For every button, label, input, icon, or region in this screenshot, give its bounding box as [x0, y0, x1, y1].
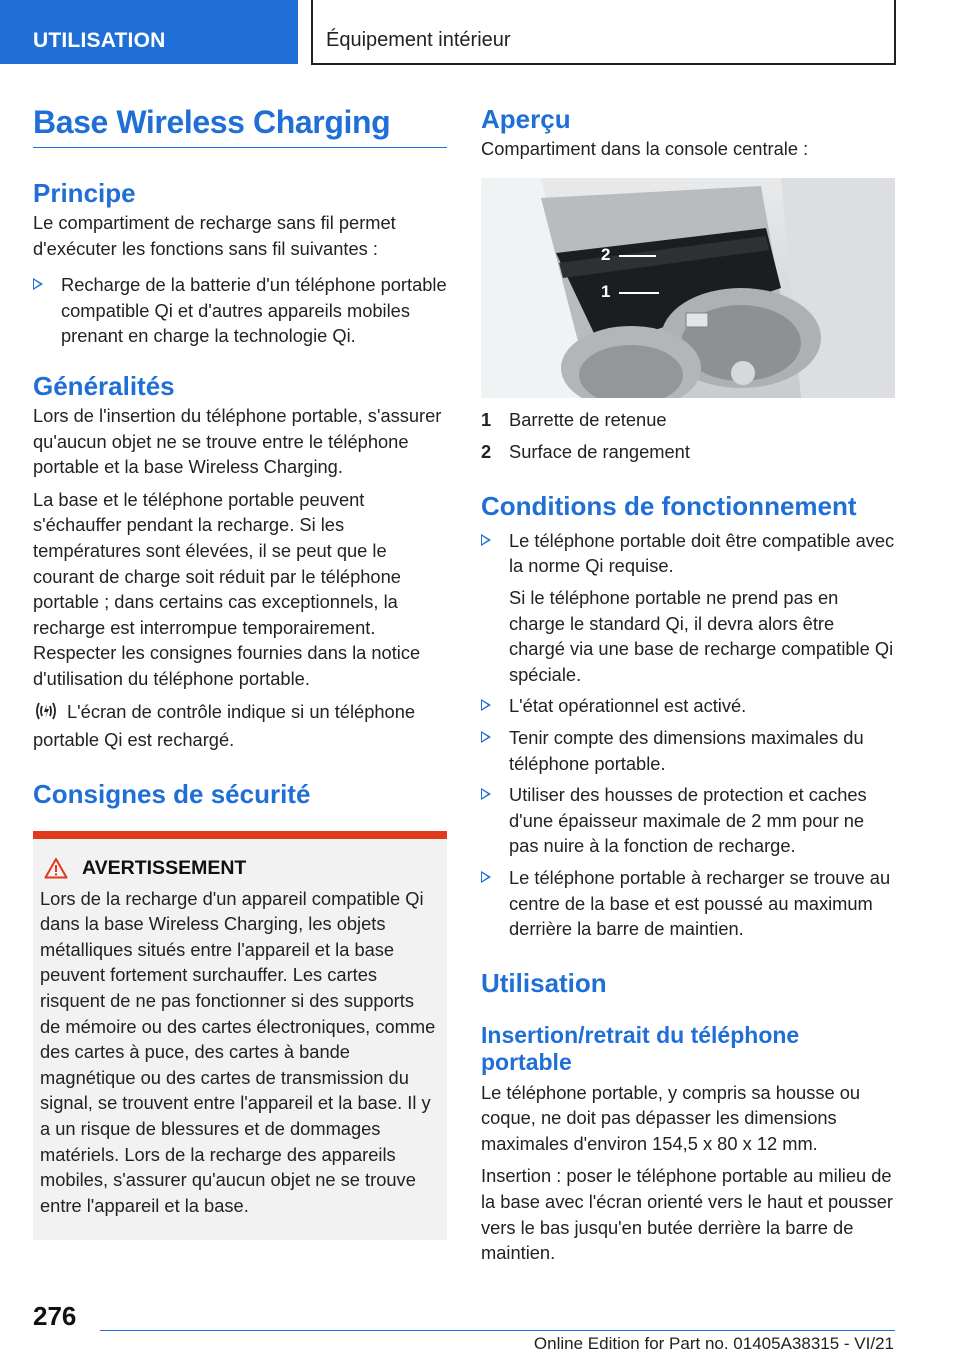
heading-insertion: Insertion/retrait du téléphone portable: [481, 1021, 800, 1075]
heading-apercu: Aperçu: [481, 104, 571, 134]
wireless-charging-icon: [35, 701, 57, 728]
bullet-triangle-icon: [33, 278, 43, 290]
left-column: [33, 100, 447, 1240]
chapter-header: [311, 0, 896, 65]
heading-conditions: Conditions de fonctionnement: [481, 490, 857, 521]
heading-generalites: Généralités: [33, 370, 175, 401]
heading-utilisation: Utilisation: [481, 967, 607, 998]
section-label: UTILISATION: [33, 29, 166, 52]
footer-edition: Online Edition for Part no. 01405A38315 - VI/21: [533, 1334, 894, 1353]
bullet-triangle-icon: [481, 731, 491, 743]
console-photo: [481, 178, 895, 398]
principe-text: Le compartiment de recharge sans fil permet d'exécuter les fonctions sans fil suivantes :: [33, 212, 396, 259]
generalites-p2: La base et le téléphone portable peuvent s'échauffer pendant la recharge. Si les températures sont élevées, il se peut que le courant de charge soit réduit par le téléphone portable ; dans certains cas exceptionnels, la recharge est interrompue temporairement. Respecter les consignes fournies dans la notice d'utilisation du téléphone portable.: [33, 488, 421, 689]
condition-bullet: Le téléphone portable à recharger se trouve au centre de la base et est poussé au maximum derrière la barre de maintien.: [481, 865, 895, 942]
page-number: 276: [33, 1301, 77, 1331]
warning-title: AVERTISSEMENT: [40, 857, 439, 880]
warning-triangle-icon: [44, 857, 68, 879]
right-column: [481, 100, 895, 1266]
bullet-triangle-icon: [481, 534, 491, 546]
photo-legend: [481, 407, 895, 465]
bullet-triangle-icon: [481, 788, 491, 800]
condition-bullet: Le téléphone portable doit être compatible avec la norme Qi requise.: [481, 528, 895, 579]
footer-divider: [100, 1330, 895, 1331]
generalites-p3: L'écran de contrôle indique si un téléphone portable Qi est rechargé.: [33, 700, 416, 751]
bullet-triangle-icon: [481, 699, 491, 711]
section-tab: [0, 0, 298, 64]
callout-2: 2: [601, 244, 611, 264]
legend-item: 2 Surface de rangement: [481, 441, 690, 463]
page-title: Base Wireless Charging: [33, 100, 447, 148]
principe-bullet: Recharge de la batterie d'un téléphone portable compatible Qi et d'autres appareils mobiles prenant en charge la technologie Qi.: [33, 272, 447, 349]
condition-bullet: Tenir compte des dimensions maximales du téléphone portable.: [481, 725, 895, 776]
condition-note: Si le téléphone portable ne prend pas en charge le standard Qi, il devra alors être chargé via une base de recharge compatible Qi spéciale.: [509, 586, 894, 685]
utilisation-p2: Insertion : poser le téléphone portable au milieu de la base avec l'écran orienté vers le haut et pousser vers le bas jusqu'en butée derrière la barre de maintien.: [481, 1165, 894, 1264]
apercu-text: Compartiment dans la console centrale :: [481, 138, 809, 159]
heading-principe: Principe: [33, 178, 136, 208]
utilisation-p1: Le téléphone portable, y compris sa housse ou coque, ne doit pas dépasser les dimensions maximales d'environ 154,5 x 80 x 12 mm.: [481, 1081, 861, 1154]
warning-text: Lors de la recharge d'un appareil compatible Qi dans la base Wireless Charging, les objets métalliques situés entre l'appareil et la base peuvent fortement surchauffer. Les cartes risquent de ne pas fonctionner si des supports de mémoire ou des cartes électroniques, comme des cartes à puce, des cartes à bande magnétique ou des cartes de transmission du signal, se trouvent entre l'appareil et la base. Il y a un risque de blessures et de dommages matériels. Lors de la recharge des appareils mobiles, s'assurer qu'aucun objet ne se trouve entre l'appareil et la base.: [40, 887, 436, 1216]
callout-1: 1: [601, 281, 611, 301]
heading-securite: Consignes de sécurité: [33, 778, 311, 809]
chapter-label: Équipement intérieur: [326, 29, 511, 51]
legend-item: 1 Barrette de retenue: [481, 408, 667, 430]
condition-bullet: L'état opérationnel est activé.: [481, 693, 895, 719]
condition-bullet: Utiliser des housses de protection et caches d'une épaisseur maximale de 2 mm pour ne pas nuire à la fonction de recharge.: [481, 782, 895, 859]
warning-box: [33, 831, 447, 1241]
bullet-triangle-icon: [481, 871, 491, 883]
generalites-p1: Lors de l'insertion du téléphone portable, s'assurer qu'aucun objet ne se trouve entre le téléphone portable et la base Wireless Charging.: [33, 404, 442, 478]
